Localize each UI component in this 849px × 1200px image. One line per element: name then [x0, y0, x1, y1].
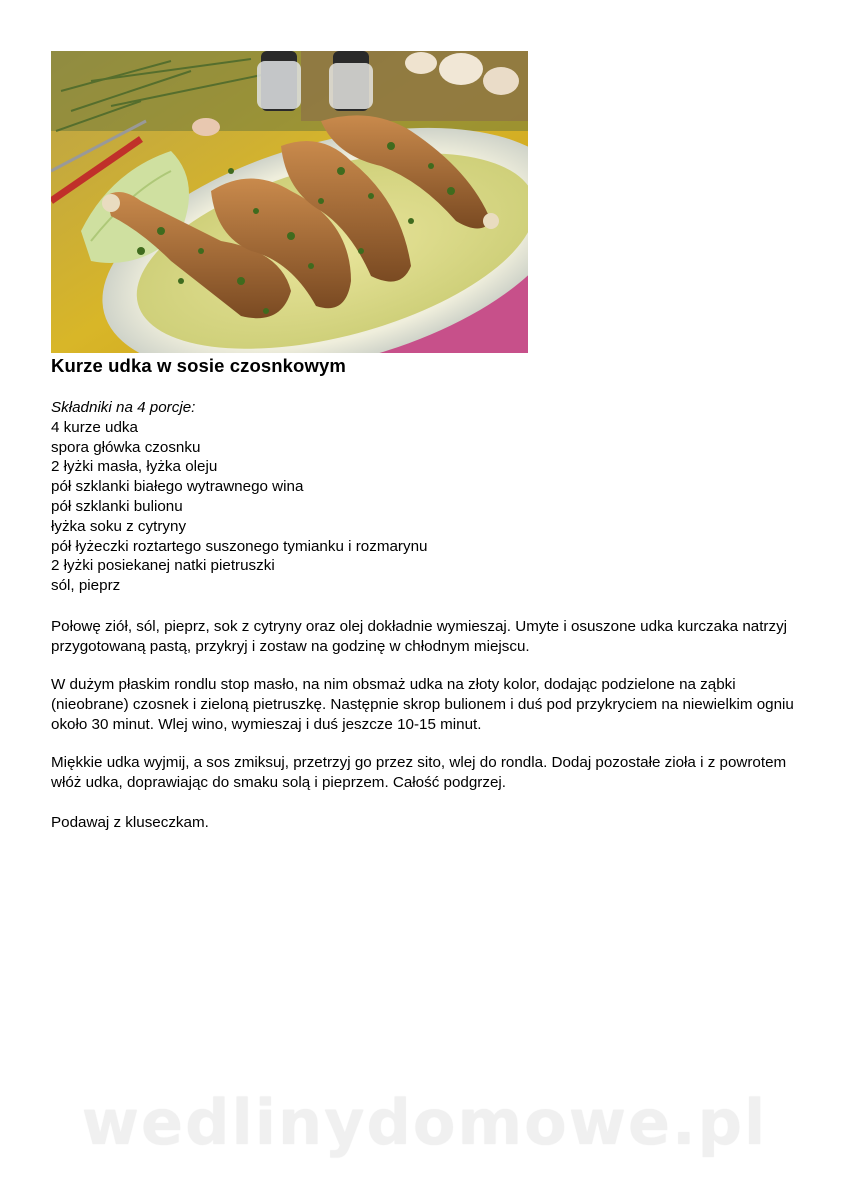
ingredient-item: pół szklanki bulionu — [51, 497, 183, 515]
ingredient-item: 2 łyżki posiekanej natki pietruszki — [51, 557, 275, 575]
ingredient-item: sól, pieprz — [51, 577, 121, 595]
ingredient-item: pół szklanki białego wytrawnego wina — [51, 478, 304, 496]
ingredient-item: 4 kurze udka — [51, 418, 138, 436]
recipe-title: Kurze udka w sosie czosnkowym — [51, 355, 346, 376]
step-paragraph: W dużym płaskim rondlu stop masło, na nim obsmaż udka na złoty kolor, dodając podzielone na ząbki (nieobrane) czosnek i zieloną pietruszkę. Następnie skrop bulionem i duś pod przykryciem na niewielkim ogniu około 30 minut. Wlej wino, wymieszaj i duś jeszcze 10-15 minut. — [51, 676, 794, 733]
step-paragraph: Miękkie udka wyjmij, a sos zmiksuj, przetrzyj go przez sito, wlej do rondla. Dodaj pozostałe zioła i z powrotem włóż udka, doprawiając do smaku solą i pieprzem. Całość podgrzej. — [51, 754, 787, 791]
step-paragraph: Połowę ziół, sól, pieprz, sok z cytryny oraz olej dokładnie wymieszaj. Umyte i osuszone udka kurczaka natrzyj przygotowaną pastą, przykryj i zostaw na godzinę w chłodnym miejscu. — [51, 618, 788, 655]
watermark: wedlinydomowe.pl — [81, 1086, 768, 1159]
step-paragraph: Podawaj z kluseczkam. — [51, 814, 209, 831]
ingredient-item: 2 łyżki masła, łyżka oleju — [51, 458, 218, 476]
ingredient-item: łyżka soku z cytryny — [51, 517, 187, 535]
dish-photo — [51, 51, 528, 353]
ingredients-list — [51, 398, 427, 596]
ingredient-item: spora główka czosnku — [51, 438, 201, 456]
ingredient-item: pół łyżeczki roztartego suszonego tymianku i rozmarynu — [51, 537, 428, 555]
ingredients-heading: Składniki na 4 porcje: — [51, 399, 196, 416]
